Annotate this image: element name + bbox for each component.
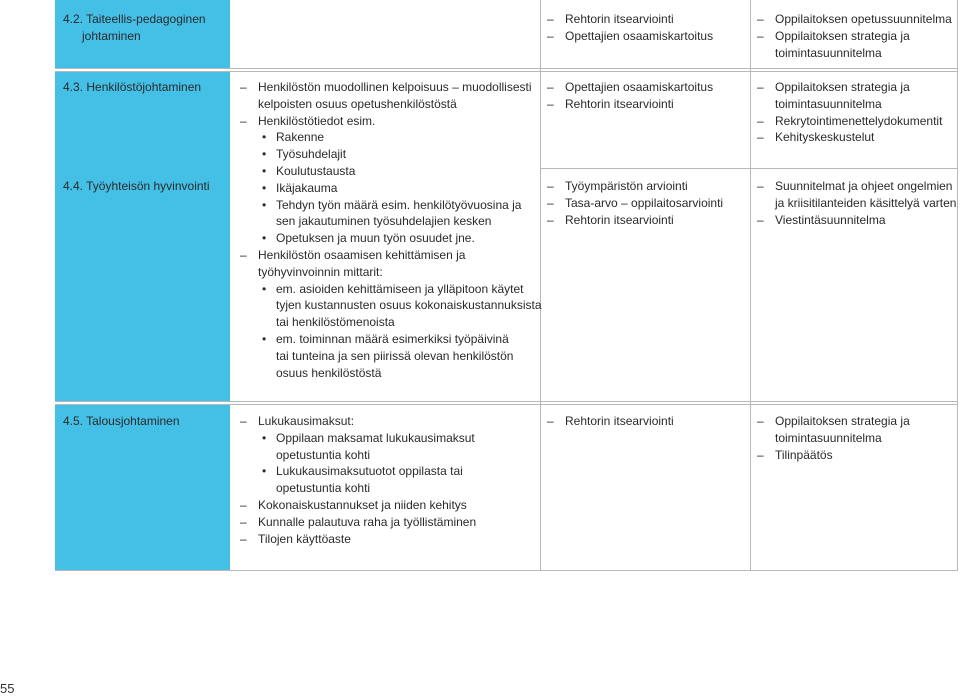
section-title-4-4 (63, 178, 210, 195)
list-item: ja kriisitilanteiden käsittelyä varten (775, 195, 957, 210)
page-number: 55 (0, 681, 15, 696)
list-item: osuus henkilöstöstä (276, 365, 382, 380)
section-title-4-3 (63, 79, 201, 96)
documents-4-2 (757, 11, 952, 61)
list-item: – Opettajien osaamiskartoitus (547, 79, 713, 96)
indicators-4-5 (240, 413, 476, 547)
row-divider (55, 71, 958, 72)
list-item: tai tunteina ja sen piirissä olevan henkilöstön (276, 348, 514, 363)
list-item: – Kokonaiskustannukset ja niiden kehitys (240, 497, 476, 514)
list-item: • Työsuhdelajit (240, 146, 542, 163)
list-item: • Opetuksen ja muun työn osuudet jne. (240, 230, 542, 247)
evaluation-methods-4-4 (547, 178, 723, 228)
list-item: • em. toiminnan määrä esimerkiksi työpäivinä (240, 331, 542, 348)
evaluation-methods-4-5 (547, 413, 674, 430)
documents-4-4 (757, 178, 956, 228)
list-item: – Oppilaitoksen strategia ja (757, 413, 910, 430)
evaluation-methods-4-2 (547, 11, 713, 45)
list-item: opetustuntia kohti (276, 447, 371, 462)
documents-4-5 (757, 413, 910, 463)
section-title-4-5 (63, 413, 180, 430)
list-item: toimintasuunnitelma (775, 45, 882, 60)
row-divider (55, 404, 958, 405)
list-item: – Tasa-arvo – oppilaitosarviointi (547, 195, 723, 212)
section-title-4-2 (63, 11, 206, 45)
section-title-line: johtaminen (82, 28, 141, 43)
list-item: tai henkilöstömenoista (276, 315, 395, 330)
list-item: opetustuntia kohti (276, 481, 371, 496)
list-item: – Kehityskeskustelut (757, 129, 942, 146)
list-item: • Koulutustausta (240, 163, 542, 180)
list-item: – Rehtorin itsearviointi (547, 96, 713, 113)
list-item: • Rakenne (240, 129, 542, 146)
list-item: • Tehdyn työn määrä esim. henkilötyövuosina ja (240, 197, 542, 214)
list-item: • Ikäjakauma (240, 180, 542, 197)
list-item: tyjen kustannusten osuus kokonaiskustannuksista (276, 298, 542, 313)
list-item: • Oppilaan maksamat lukukausimaksut (240, 430, 476, 447)
list-item: – Rehtorin itsearviointi (547, 212, 723, 229)
list-item: – Kunnalle palautuva raha ja työllistäminen (240, 514, 476, 531)
list-item: – Lukukausimaksut: (240, 413, 476, 430)
evaluation-methods-4-3 (547, 79, 713, 113)
list-item: toimintasuunnitelma (775, 430, 882, 445)
list-item: – Rekrytointimenettelydokumentit (757, 113, 942, 130)
column-divider (750, 0, 751, 570)
list-item: – Tilojen käyttöaste (240, 531, 476, 548)
list-item: – Suunnitelmat ja ohjeet ongelmien (757, 178, 956, 195)
list-item: – Viestintäsuunnitelma (757, 212, 956, 229)
list-item: – Henkilöstön muodollinen kelpoisuus – muodollisesti (240, 79, 542, 96)
list-item: – Henkilöstötiedot esim. (240, 113, 542, 130)
section-title-line: 4.2. Taiteellis-pedagoginen (63, 12, 206, 26)
list-item: – Työympäristön arviointi (547, 178, 723, 195)
list-item: sen jakautuminen työsuhdelajien kesken (276, 214, 492, 229)
list-item: – Oppilaitoksen opetussuunnitelma (757, 11, 952, 28)
list-item: kelpoisten osuus opetushenkilöstöstä (258, 96, 457, 111)
title-column-fill (55, 71, 230, 401)
section-title-line: 4.4. Työyhteisön hyvinvointi (63, 179, 210, 193)
column-divider (957, 0, 958, 570)
row-divider (55, 401, 958, 402)
list-item: – Oppilaitoksen strategia ja (757, 28, 952, 45)
list-item: työhyvinvoinnin mittarit: (258, 264, 383, 279)
list-item: toimintasuunnitelma (775, 96, 882, 111)
list-item: – Rehtorin itsearviointi (547, 11, 713, 28)
list-item: – Henkilöstön osaamisen kehittämisen ja (240, 247, 542, 264)
list-item: – Tilinpäätös (757, 447, 910, 464)
row-divider (540, 168, 958, 169)
list-item: • Lukukausimaksutuotot oppilasta tai (240, 463, 476, 480)
list-item: – Oppilaitoksen strategia ja (757, 79, 942, 96)
section-title-line: 4.3. Henkilöstöjohtaminen (63, 80, 202, 94)
list-item: • em. asioiden kehittämiseen ja ylläpitoon käytet (240, 281, 542, 298)
row-divider (55, 68, 958, 69)
documents-4-3 (757, 79, 942, 146)
list-item: – Opettajien osaamiskartoitus (547, 28, 713, 45)
section-title-line: 4.5. Talousjohtaminen (63, 414, 180, 428)
list-item: – Rehtorin itsearviointi (547, 413, 674, 430)
indicators-4-3 (240, 79, 542, 381)
row-divider (55, 570, 958, 571)
